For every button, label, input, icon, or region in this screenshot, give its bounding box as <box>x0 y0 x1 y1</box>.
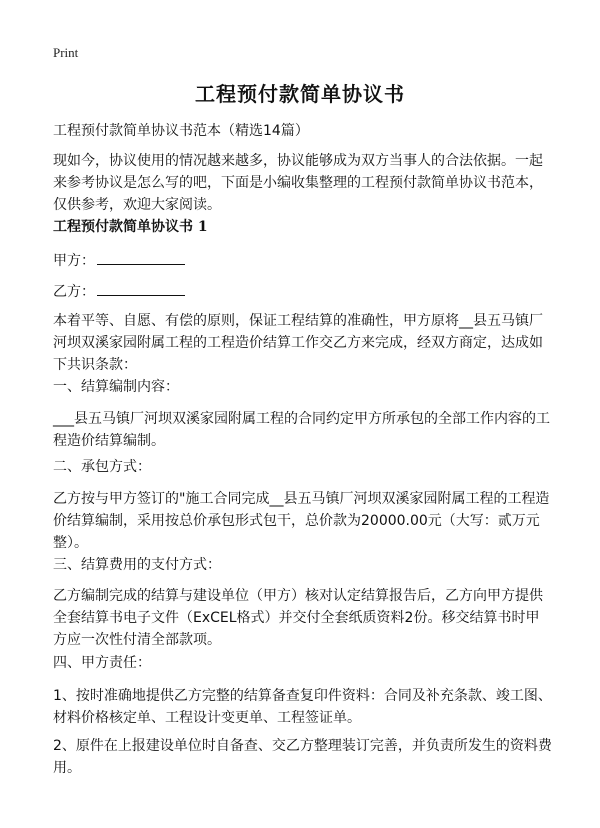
heading-scope: 一、结算编制内容： <box>53 379 179 395</box>
duty-item-2: 2、原件在上报建设单位时自备查、交乙方整理装订完善，并负责所发生的资料费用。 <box>53 738 552 776</box>
section-heading: 工程预付款简单协议书 1 <box>53 219 208 235</box>
party-b-label: 乙方： <box>53 284 95 300</box>
heading-contract-method: 二、承包方式： <box>53 459 151 475</box>
duty-item-1: 1、按时准确地提供乙方完整的结算备查复印件资料：合同及补充条款、竣工图、材料价格核定单、工程设计变更单、工程签证单。 <box>53 688 552 726</box>
heading-party-a-duties: 四、甲方责任： <box>53 655 151 671</box>
party-b-line <box>53 281 553 303</box>
document-subtitle: 工程预付款简单协议书范本（精选14篇） <box>53 123 309 139</box>
contract-method-paragraph: 乙方按与甲方签订的"施工合同完成__县五马镇厂河坝双溪家园附属工程的工程造价结算编制，采用按总价承包形式包干，总价款为20000.00元（大写：贰万元整）。 <box>53 491 550 551</box>
heading-payment: 三、结算费用的支付方式： <box>53 557 221 573</box>
print-link[interactable]: Print <box>53 45 79 60</box>
party-b-blank <box>97 281 185 296</box>
page-title: 工程预付款简单协议书 <box>195 82 405 106</box>
party-a-blank <box>97 250 185 265</box>
scope-paragraph: ___县五马镇厂河坝双溪家园附属工程的合同约定甲方所承包的全部工作内容的工程造价结算编制。 <box>53 411 550 449</box>
payment-paragraph: 乙方编制完成的结算与建设单位（甲方）核对认定结算报告后，乙方向甲方提供全套结算书电子文件（ExCEL格式）并交付全套纸质资料2份。移交结算书时甲方应一次性付清全部款项。 <box>53 588 543 648</box>
preamble-paragraph: 本着平等、自愿、有偿的原则，保证工程结算的准确性，甲方原将__县五马镇厂河坝双溪家园附属工程的工程造价结算工作交乙方来完成，经双方商定，达成如下共识条款： <box>53 313 543 373</box>
party-a-line <box>53 250 553 272</box>
intro-paragraph: 现如今，协议使用的情况越来越多，协议能够成为双方当事人的合法依据。一起来参考协议是怎么写的吧，下面是小编收集整理的工程预付款简单协议书范本，仅供参考，欢迎大家阅读。 <box>53 153 543 213</box>
party-a-label: 甲方： <box>53 253 95 269</box>
